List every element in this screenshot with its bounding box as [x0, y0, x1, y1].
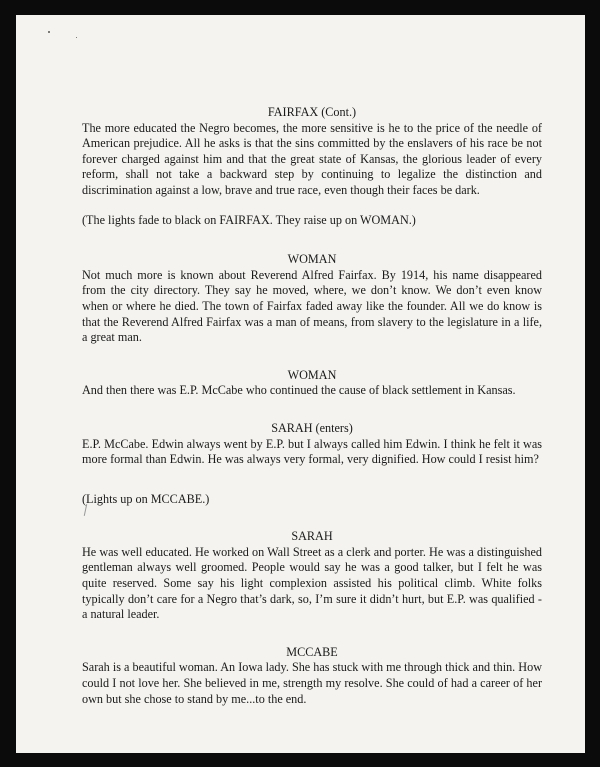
stage-direction: (Lights up on MCCABE.)	[82, 491, 210, 506]
speaker-name: WOMAN	[287, 252, 337, 267]
dialogue: He was well educated. He worked on Wall Street as a clerk and porter. He was a distinguished gentleman always well groomed. People would say he was a good talker, but I felt he was quite reserved. Some say his light complexion assisted his political climb. White folks typically don’t care for a Negro that’s dark, so, I’m sure it didn’t hurt, but E.P. was qualified - a natural leader.	[82, 544, 542, 622]
speaker-name: MCCABE	[286, 644, 338, 659]
speaker-name: SARAH (enters)	[271, 420, 353, 435]
speaker-name: WOMAN	[287, 367, 337, 382]
dialogue: And then there was E.P. McCabe who continued the cause of black settlement in Kansas.	[82, 383, 516, 398]
dialogue: The more educated the Negro becomes, the more sensitive is he to the price of the needle of American prejudice. All he asks is that the sins committed by the enslavers of his race be not forever charged against him and that the great state of Kansas, the glorious leader of every reform, shall not take a backward step by continuing to legalize the distinction and discrimination against a low, brave and true race, even though their faces be dark.	[82, 120, 542, 197]
stage-direction: (The lights fade to black on FAIRFAX. They raise up on WOMAN.)	[82, 212, 416, 227]
dialogue: Sarah is a beautiful woman. An Iowa lady. She has stuck with me through thick and thin. How could I not love her. She believed in me, strength my resolve. She could of had a career of her own but she chose to stand by me...to the end.	[82, 660, 542, 706]
paper-speck	[48, 31, 50, 33]
script-text	[82, 105, 542, 707]
speaker-name: SARAH	[291, 529, 333, 544]
dialogue: E.P. McCabe. Edwin always went by E.P. but I always called him Edwin. I think he felt it was more formal than Edwin. He was always very formal, very dignified. How could I resist him?	[82, 436, 542, 467]
dialogue: Not much more is known about Reverend Alfred Fairfax. By 1914, his name disappeared from the city directory. They say he moved, where, we don’t know. We don’t even know when or where he died. The town of Fairfax faded away like the founder. All we do know is that the Reverend Alfred Fairfax was a man of means, from slavery to the legislature in a life, a great man.	[82, 267, 542, 345]
paper-speck	[76, 37, 77, 38]
document-page	[16, 15, 585, 753]
speaker-name: FAIRFAX (Cont.)	[267, 105, 357, 119]
